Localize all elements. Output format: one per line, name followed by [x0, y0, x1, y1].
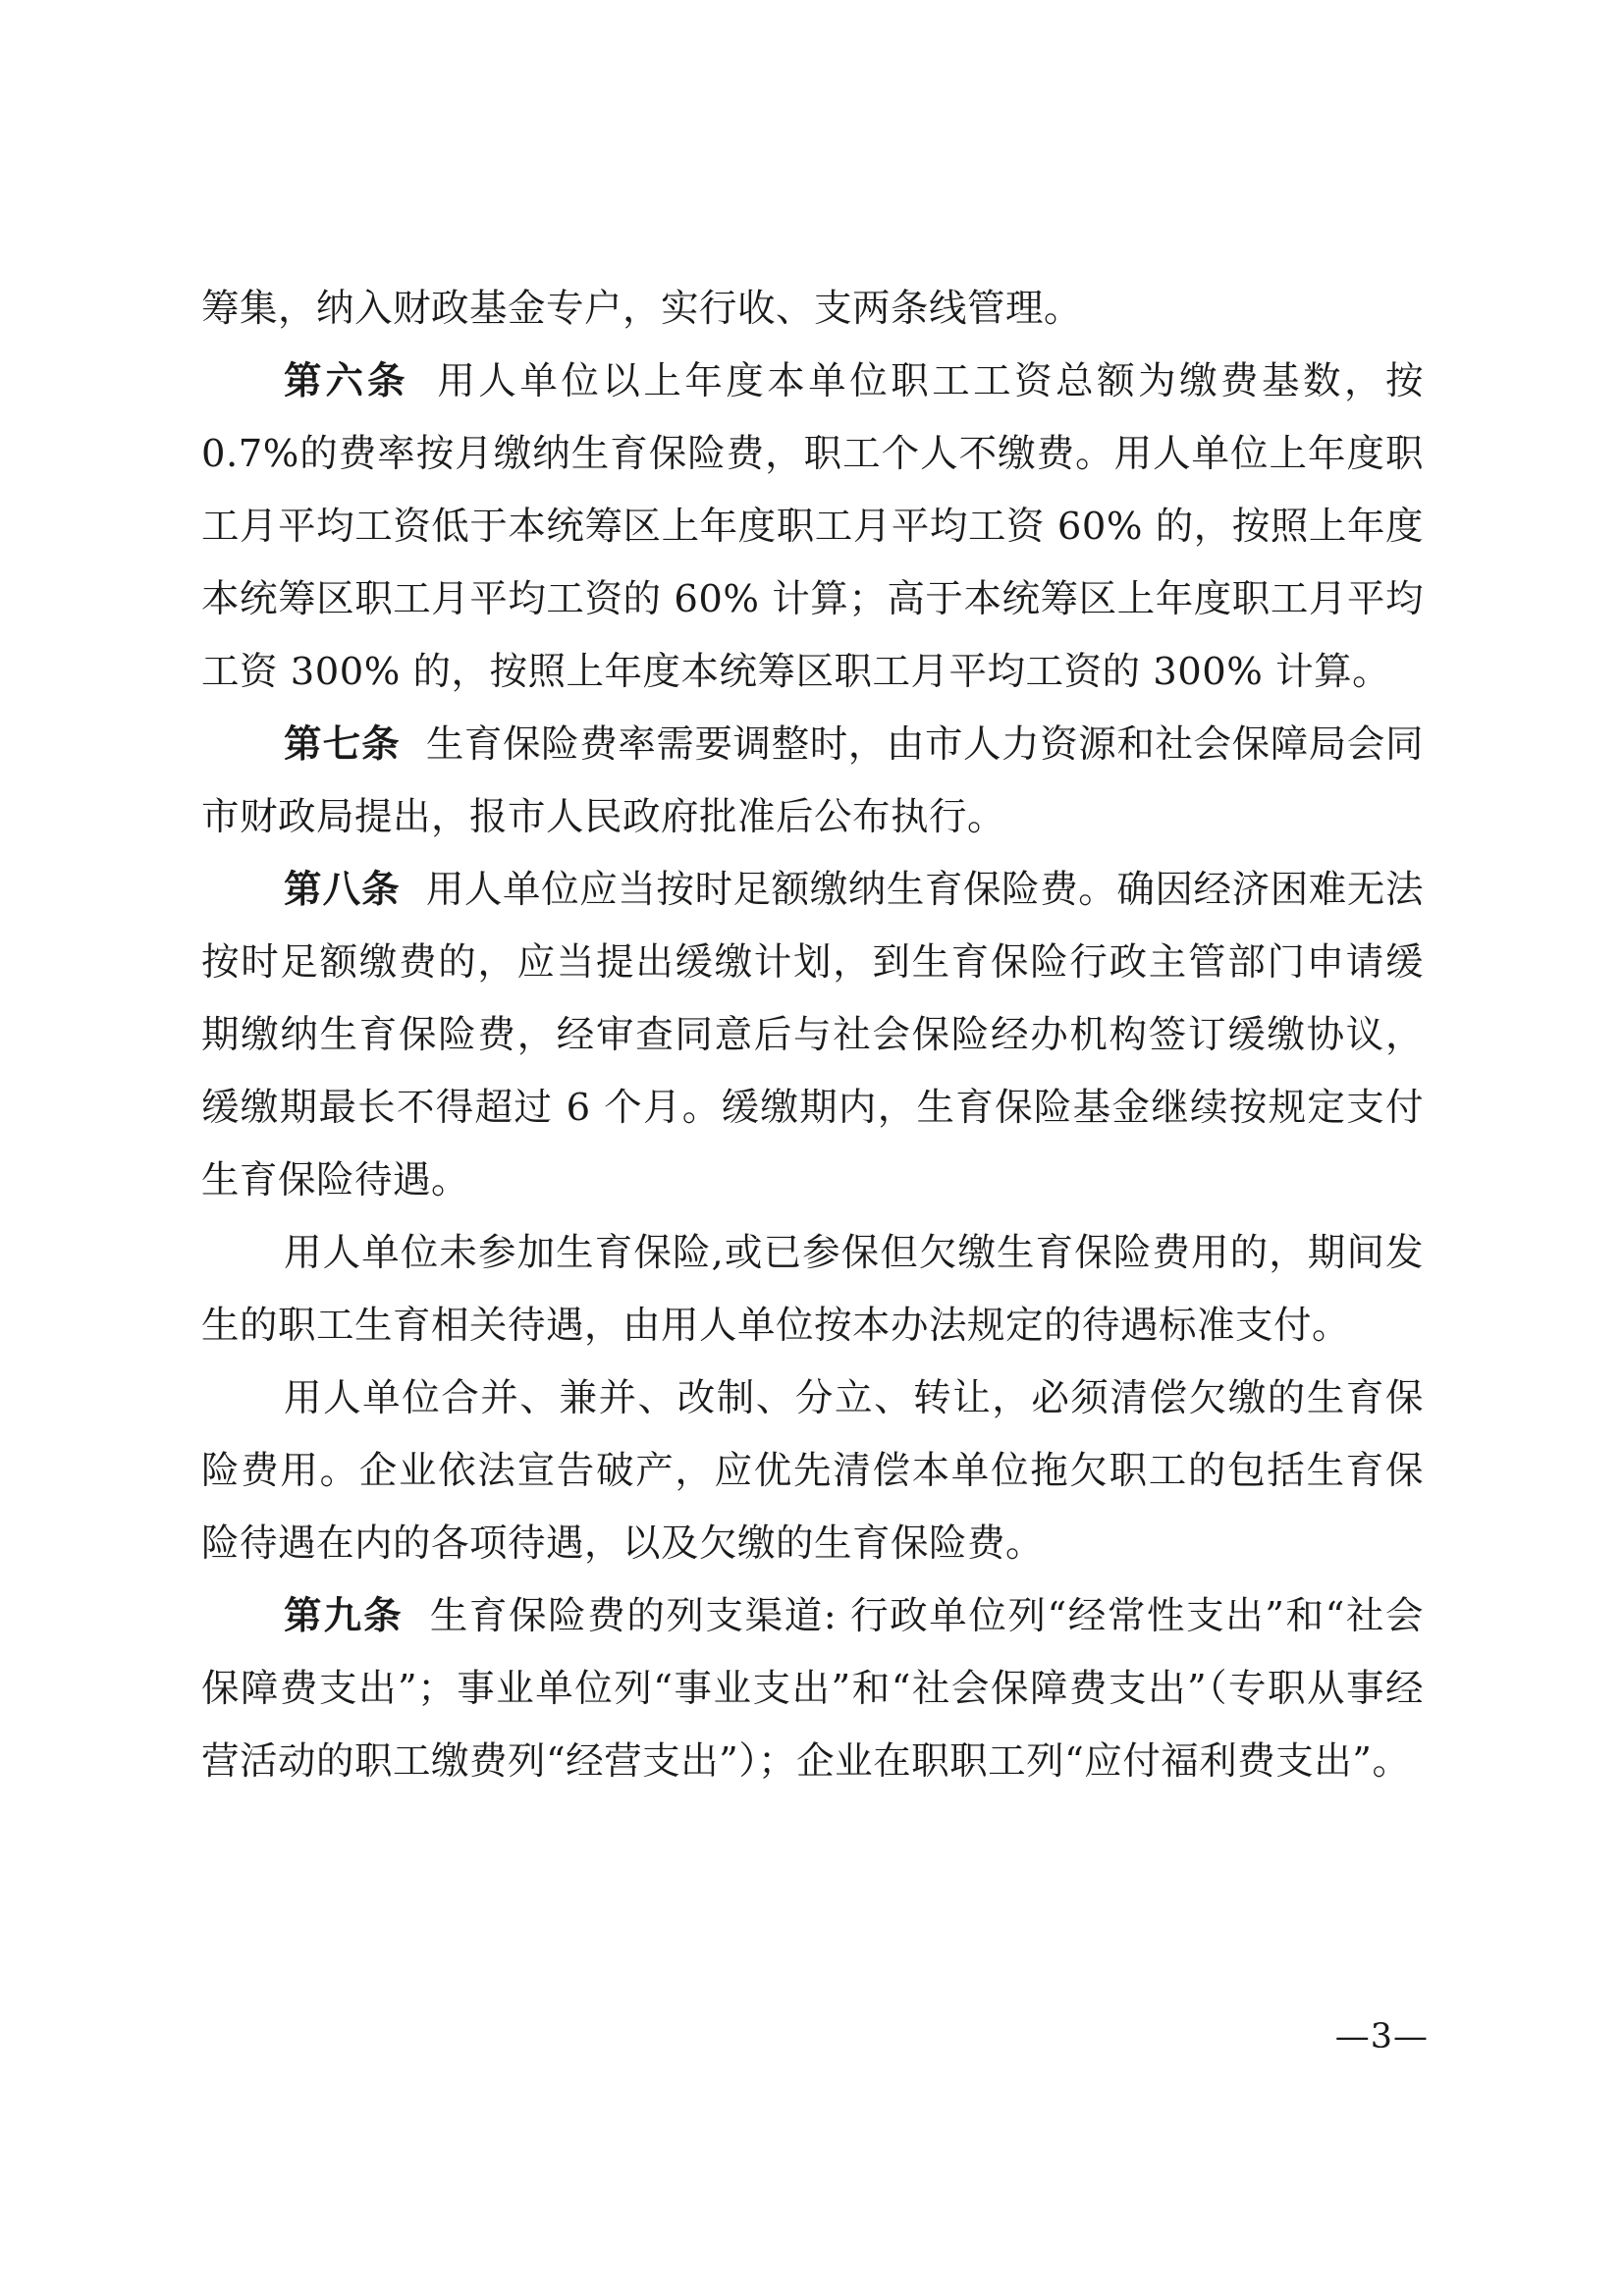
paragraph-text: 用人单位合并、兼并、改制、分立、转让，必须清偿欠缴的生育保险费用。企业依法宣告破产，应优先清偿本单位拖欠职工的包括生育保险待遇在内的各项待遇，以及欠缴的生育保险费。	[201, 1376, 1424, 1566]
paragraph-article-9	[201, 1580, 1424, 1798]
paragraph-article-8-second	[201, 1217, 1424, 1362]
article-label-7: 第七条	[284, 722, 401, 767]
paragraph-article-6	[201, 346, 1424, 709]
article-label-8: 第八条	[284, 868, 401, 912]
paragraph-text: 用人单位以上年度本单位职工工资总额为缴费基数，按 0.7%的费率按月缴纳生育保险费，职工个人不缴费。用人单位上年度职工月平均工资低于本统筹区上年度职工月平均工资 60% 的，按照上年度本统筹区职工月平均工资的 60% 计算；高于本统筹区上年度职工月平均工资 300% 的，按照上年度本统筹区职工月平均工资的 300% 计算。	[201, 359, 1424, 694]
paragraph-article-7	[201, 709, 1424, 854]
paragraph-text: 筹集，纳入财政基金专户，实行收、支两条线管理。	[201, 287, 1083, 331]
article-label-9: 第九条	[284, 1594, 404, 1638]
paragraph-article-8-third	[201, 1362, 1424, 1580]
paragraph-text: 生育保险费的列支渠道: 行政单位列“经常性支出”和“社会保障费支出”；事业单位列“事业支出”和“社会保障费支出”（专职从事经营活动的职工缴费列“经营支出”）；企业在职职工列“应付福利费支出”。	[201, 1594, 1424, 1784]
paragraph-text: 用人单位未参加生育保险,或已参保但欠缴生育保险费用的，期间发生的职工生育相关待遇，由用人单位按本办法规定的待遇标准支付。	[201, 1231, 1424, 1348]
paragraph-text: 用人单位应当按时足额缴纳生育保险费。确因经济困难无法按时足额缴费的，应当提出缓缴计划，到生育保险行政主管部门申请缓期缴纳生育保险费，经审查同意后与社会保险经办机构签订缓缴协议，缓缴期最长不得超过 6 个月。缓缴期内，生育保险基金继续按规定支付生育保险待遇。	[201, 868, 1424, 1202]
document-body	[201, 273, 1424, 1798]
page-number: —3—	[1334, 2017, 1429, 2056]
article-label-6: 第六条	[284, 359, 409, 403]
paragraph-article-8	[201, 854, 1424, 1217]
paragraph-continued	[201, 273, 1424, 346]
paragraph-text: 生育保险费率需要调整时，由市人力资源和社会保障局会同市财政局提出，报市人民政府批准后公布执行。	[201, 722, 1424, 839]
